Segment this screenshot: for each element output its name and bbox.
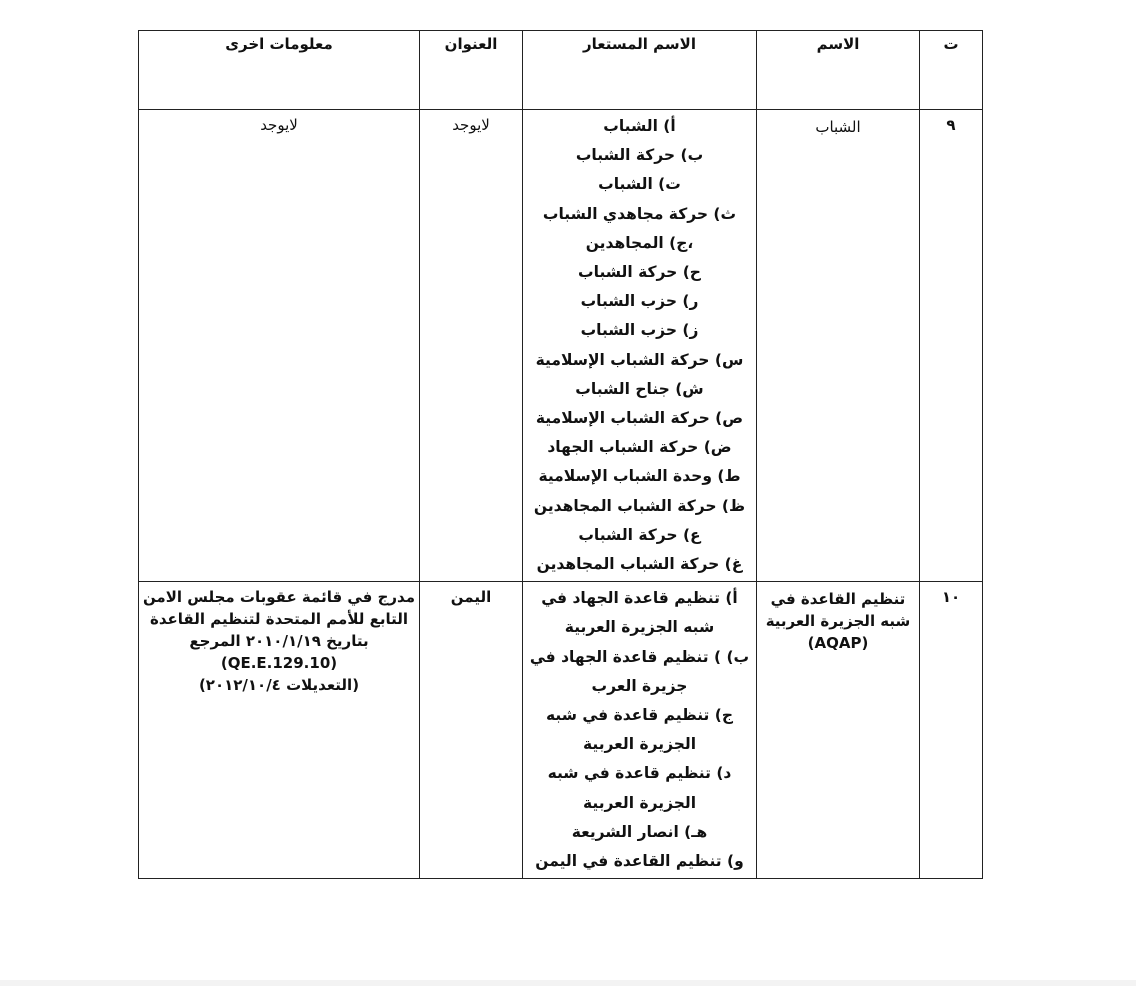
alias-item: ح) حركة الشباب: [578, 263, 701, 282]
name-text: تنظيم القاعدة في شبه الجزيرة العربية: [765, 590, 911, 631]
alias-item: ج) تنظيم قاعدة في شبه الجزيرة العربية: [545, 706, 734, 754]
alias-item: أ) تنظيم قاعدة الجهاد في شبه الجزيرة العربية: [541, 589, 738, 637]
header-number: ت: [920, 31, 983, 110]
header-alias: الاسم المستعار: [523, 31, 757, 110]
alias-item: ع) حركة الشباب: [578, 525, 701, 544]
header-address: العنوان: [420, 31, 523, 110]
alias-item: ز) حزب الشباب: [580, 321, 699, 340]
page-edge: [0, 980, 1136, 986]
info-line: مدرج في قائمة عقوبات مجلس الامن: [142, 588, 415, 607]
alias-item: ض) حركة الشباب الجهاد: [547, 438, 732, 457]
info-line: (التعديلات ٢٠١٢/١٠/٤): [198, 676, 360, 695]
alias-item: ت) الشباب: [598, 175, 681, 194]
info-line: التابع للأمم المتحدة لتنظيم القاعدة: [150, 610, 408, 629]
alias-item: ب) ) تنظيم قاعدة الجهاد في جزيرة العرب: [529, 647, 750, 695]
alias-item: ش) جناح الشباب: [575, 379, 704, 398]
alias-item: ،ج) المجاهدين: [585, 233, 694, 252]
alias-item: أ) الشباب: [603, 117, 676, 135]
row-number: ١٠: [920, 582, 983, 879]
alias-item: ر) حزب الشباب: [580, 292, 699, 311]
alias-list: [523, 582, 757, 879]
info-reference: (QE.E.129.10): [220, 654, 338, 673]
alias-item: غ) حركة الشباب المجاهدين: [536, 555, 743, 574]
alias-item: ث) حركة مجاهدي الشباب: [542, 204, 737, 223]
row-other-info: [139, 110, 420, 582]
row-other-info: [139, 582, 420, 879]
info-line: لايوجد: [260, 116, 298, 134]
row-address: اليمن: [420, 582, 523, 879]
alias-item: ب) حركة الشباب: [575, 146, 704, 165]
row-name: [757, 582, 920, 879]
header-name: الاسم: [757, 31, 920, 110]
alias-item: س) حركة الشباب الإسلامية: [535, 350, 744, 369]
table-row: [139, 582, 983, 879]
alias-item: ص) حركة الشباب الإسلامية: [535, 409, 744, 428]
row-address: لايوجد: [420, 110, 523, 582]
name-abbreviation: (AQAP): [807, 634, 869, 653]
sanctions-table: [138, 30, 983, 879]
alias-item: ط) وحدة الشباب الإسلامية: [538, 467, 741, 486]
row-name: الشباب: [757, 110, 920, 582]
alias-item: د) تنظيم قاعدة في شبه الجزيرة العربية: [547, 764, 732, 812]
header-other-info: معلومات اخرى: [139, 31, 420, 110]
alias-list: [523, 110, 757, 582]
header-row: [139, 31, 983, 110]
info-line: بتاريخ ٢٠١٠/١/١٩ المرجع: [189, 632, 369, 651]
alias-item: ظ) حركة الشباب المجاهدين: [533, 496, 746, 515]
table-row: [139, 110, 983, 582]
row-number: ٩: [920, 110, 983, 582]
alias-item: و) تنظيم القاعدة في اليمن: [535, 852, 744, 871]
alias-item: هـ) انصار الشريعة: [571, 822, 708, 841]
